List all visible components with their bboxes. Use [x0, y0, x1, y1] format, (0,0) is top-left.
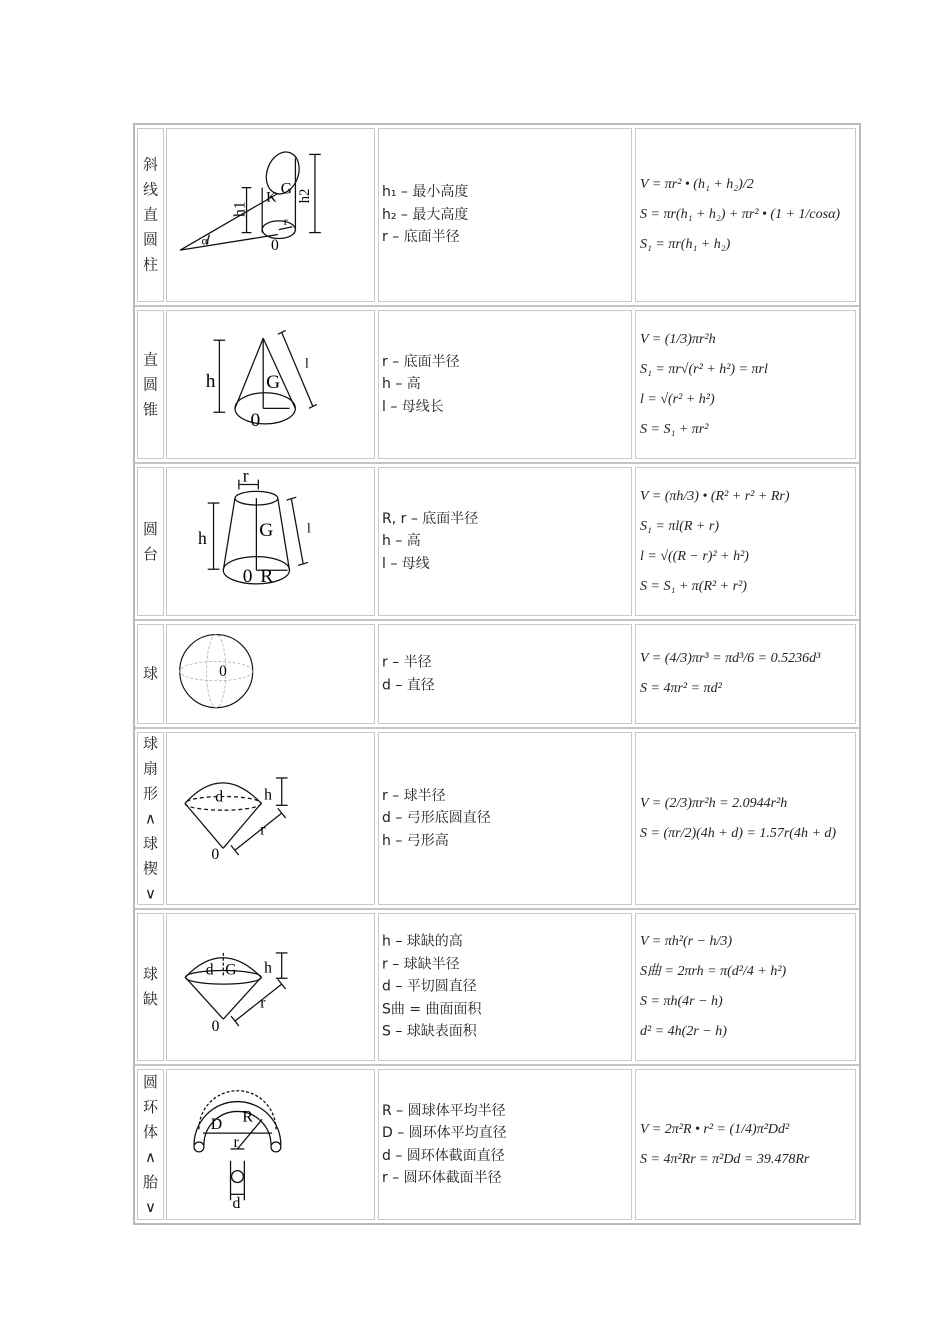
variable-def: h₂ – 最大高度 — [382, 206, 469, 223]
formula-list — [640, 1115, 809, 1175]
shape-name-cell — [137, 1069, 164, 1220]
fig-label: r — [283, 214, 288, 228]
fig-label: G — [266, 371, 281, 393]
shape-name-cell — [137, 467, 164, 616]
formula: V = (2/3)πr²h = 2.0944r²h — [640, 795, 788, 811]
fig-label: K — [266, 189, 277, 206]
fig-label: d — [205, 961, 214, 979]
variable-def: S – 球缺表面积 — [382, 1023, 477, 1040]
variables-cell — [378, 467, 632, 616]
variable-def: l – 母线 — [382, 555, 430, 572]
shape-name: 直 圆 锥 — [142, 350, 158, 418]
formula: V = (1/3)πr²h — [640, 331, 716, 347]
shape-name-cell — [137, 310, 164, 459]
fig-label: 0 — [242, 565, 253, 587]
formulas-cell — [635, 467, 856, 616]
formula: V = (πh/3) • (R² + r² + Rr) — [640, 488, 790, 504]
variable-def: r – 球缺半径 — [382, 956, 460, 973]
figure-cell — [166, 1069, 375, 1220]
fig-label: 0 — [211, 1017, 220, 1035]
shape-name: 球 扇 形 ∧ 球 楔 ∨ — [142, 734, 158, 902]
fig-label: l — [305, 355, 309, 371]
fig-label: G — [280, 180, 293, 198]
fig-label: r — [260, 994, 266, 1012]
formula: S = (πr/2)(4h + d) = 1.57r(4h + d) — [640, 825, 837, 841]
figure-cell — [166, 467, 375, 616]
fig-label: r — [260, 821, 266, 839]
variable-def: r – 半径 — [382, 654, 432, 671]
spherical-sector-figure — [167, 733, 374, 904]
variable-list — [382, 785, 491, 853]
shape-name: 球 缺 — [142, 965, 158, 1008]
variable-def: D – 圆环体平均直径 — [382, 1124, 507, 1141]
variable-def: d – 直径 — [382, 677, 435, 693]
formula: S = πh(4r − h) — [640, 994, 723, 1009]
variable-list — [382, 351, 460, 419]
formula-list — [640, 927, 786, 1047]
shape-name-cell — [137, 624, 164, 724]
table-row — [135, 125, 859, 307]
formula: S₁ = πr(h₁ + h₂) — [640, 237, 731, 252]
sphere-figure — [167, 625, 374, 723]
variable-def: h – 高 — [382, 376, 421, 393]
variables-cell — [378, 128, 632, 302]
frustum-figure — [167, 468, 374, 615]
formulas-cell — [635, 732, 856, 905]
formulas-cell — [635, 310, 856, 459]
fig-label: R — [260, 565, 274, 587]
variable-def: d – 圆环体截面直径 — [382, 1147, 505, 1164]
fig-label: h — [264, 786, 272, 804]
figure-cell — [166, 913, 375, 1061]
table-row — [135, 910, 859, 1066]
fig-label: h — [205, 370, 216, 392]
fig-label: r — [233, 1133, 239, 1151]
table-row — [135, 729, 859, 910]
fig-label: G — [259, 520, 274, 542]
fig-label: α — [201, 234, 208, 248]
formulas-cell — [635, 913, 856, 1061]
formula-list — [640, 325, 768, 445]
variables-cell — [378, 732, 632, 905]
formula: d² = 4h(2r − h) — [640, 1024, 727, 1039]
formula-list — [640, 789, 836, 849]
shape-name: 圆 台 — [142, 519, 158, 563]
variable-def: R – 圆球体平均半径 — [382, 1102, 506, 1119]
fig-label: h1 — [231, 201, 249, 217]
fig-label: 0 — [270, 237, 279, 255]
table-row — [135, 307, 859, 464]
shape-name-cell — [137, 732, 164, 905]
torus-figure — [167, 1070, 374, 1219]
table-row — [135, 621, 859, 729]
fig-label: 0 — [211, 846, 220, 864]
formula: S曲 = 2πrh = π(d²/4 + h²) — [640, 964, 787, 979]
fig-label: d — [232, 1195, 241, 1213]
variable-def: h₁ – 最小高度 — [382, 184, 469, 201]
fig-label: h — [264, 959, 272, 977]
formulas-cell — [635, 1069, 856, 1220]
figure-cell — [166, 128, 375, 302]
fig-label: G — [225, 961, 237, 979]
formula: S = πr(h₁ + h₂) + πr² • (1 + 1/cosα) — [640, 207, 841, 222]
formulas-cell — [635, 624, 856, 724]
fig-label: R — [242, 1108, 253, 1126]
formula: S = 4π²Rr = π²Dd = 39.478Rr — [640, 1151, 810, 1167]
variable-def: r – 圆环体截面半径 — [382, 1170, 502, 1187]
formula: S = S₁ + π(R² + r²) — [640, 578, 747, 594]
variable-def: h – 弓形高 — [382, 832, 449, 849]
formula-table — [133, 123, 861, 1225]
variable-def: h – 球缺的高 — [382, 933, 463, 950]
variable-list — [382, 181, 468, 249]
shape-name: 圆 环 体 ∧ 胎 ∨ — [142, 1072, 158, 1216]
formula: l = √(r² + h²) — [640, 391, 715, 407]
formula: l = √((R − r)² + h²) — [640, 548, 749, 564]
oblique-cylinder-figure — [167, 129, 374, 301]
formula-list — [640, 170, 840, 260]
variable-def: d – 平切圆直径 — [382, 978, 477, 995]
fig-label: D — [210, 1116, 223, 1134]
formula: S₁ = πr√(r² + h²) = πrl — [640, 361, 768, 377]
table-row — [135, 464, 859, 621]
formula-list — [640, 644, 820, 704]
variable-def: d – 弓形底圆直径 — [382, 810, 491, 827]
formula-list — [640, 482, 790, 602]
shape-name-cell — [137, 128, 164, 302]
variables-cell — [378, 624, 632, 724]
fig-label: r — [242, 468, 249, 486]
formulas-cell — [635, 128, 856, 302]
variable-def: r – 球半径 — [382, 787, 446, 804]
variable-def: r – 底面半径 — [382, 229, 460, 246]
formula: V = πh²(r − h/3) — [640, 934, 733, 949]
fig-label: d — [215, 788, 224, 806]
variable-def: S曲 = 曲面面积 — [382, 1001, 482, 1018]
variable-def: r – 底面半径 — [382, 353, 460, 370]
variable-list — [382, 651, 435, 696]
fig-label: l — [307, 520, 311, 536]
formula: S = 4πr² = πd² — [640, 681, 722, 696]
cone-figure — [167, 311, 374, 458]
table-row — [135, 1066, 859, 1223]
variable-def: l – 母线长 — [382, 398, 444, 415]
variable-list — [382, 931, 482, 1044]
formula: V = 2π²R • r² = (1/4)π²Dd² — [640, 1121, 790, 1137]
fig-label: h2 — [297, 188, 314, 204]
figure-cell — [166, 624, 375, 724]
variable-def: h – 高 — [382, 533, 421, 550]
figure-cell — [166, 310, 375, 459]
formula: V = πr² • (h₁ + h₂)/2 — [640, 177, 754, 192]
shape-name: 斜 线 直 圆 柱 — [142, 155, 158, 274]
fig-label: 0 — [219, 662, 227, 680]
figure-cell — [166, 732, 375, 905]
variables-cell — [378, 310, 632, 459]
variable-list — [382, 1099, 507, 1189]
fig-label: 0 — [250, 409, 261, 431]
fig-label: h — [197, 527, 207, 548]
formula: S₁ = πl(R + r) — [640, 518, 719, 534]
variables-cell — [378, 913, 632, 1061]
shape-name: 球 — [142, 664, 158, 683]
variables-cell — [378, 1069, 632, 1220]
variable-def: R, r – 底面半径 — [382, 510, 479, 527]
spherical-segment-figure — [167, 914, 374, 1060]
shape-name-cell — [137, 913, 164, 1061]
variable-list — [382, 508, 478, 576]
formula: S = S₁ + πr² — [640, 421, 709, 437]
formula: V = (4/3)πr³ = πd³/6 = 0.5236d³ — [640, 651, 821, 666]
